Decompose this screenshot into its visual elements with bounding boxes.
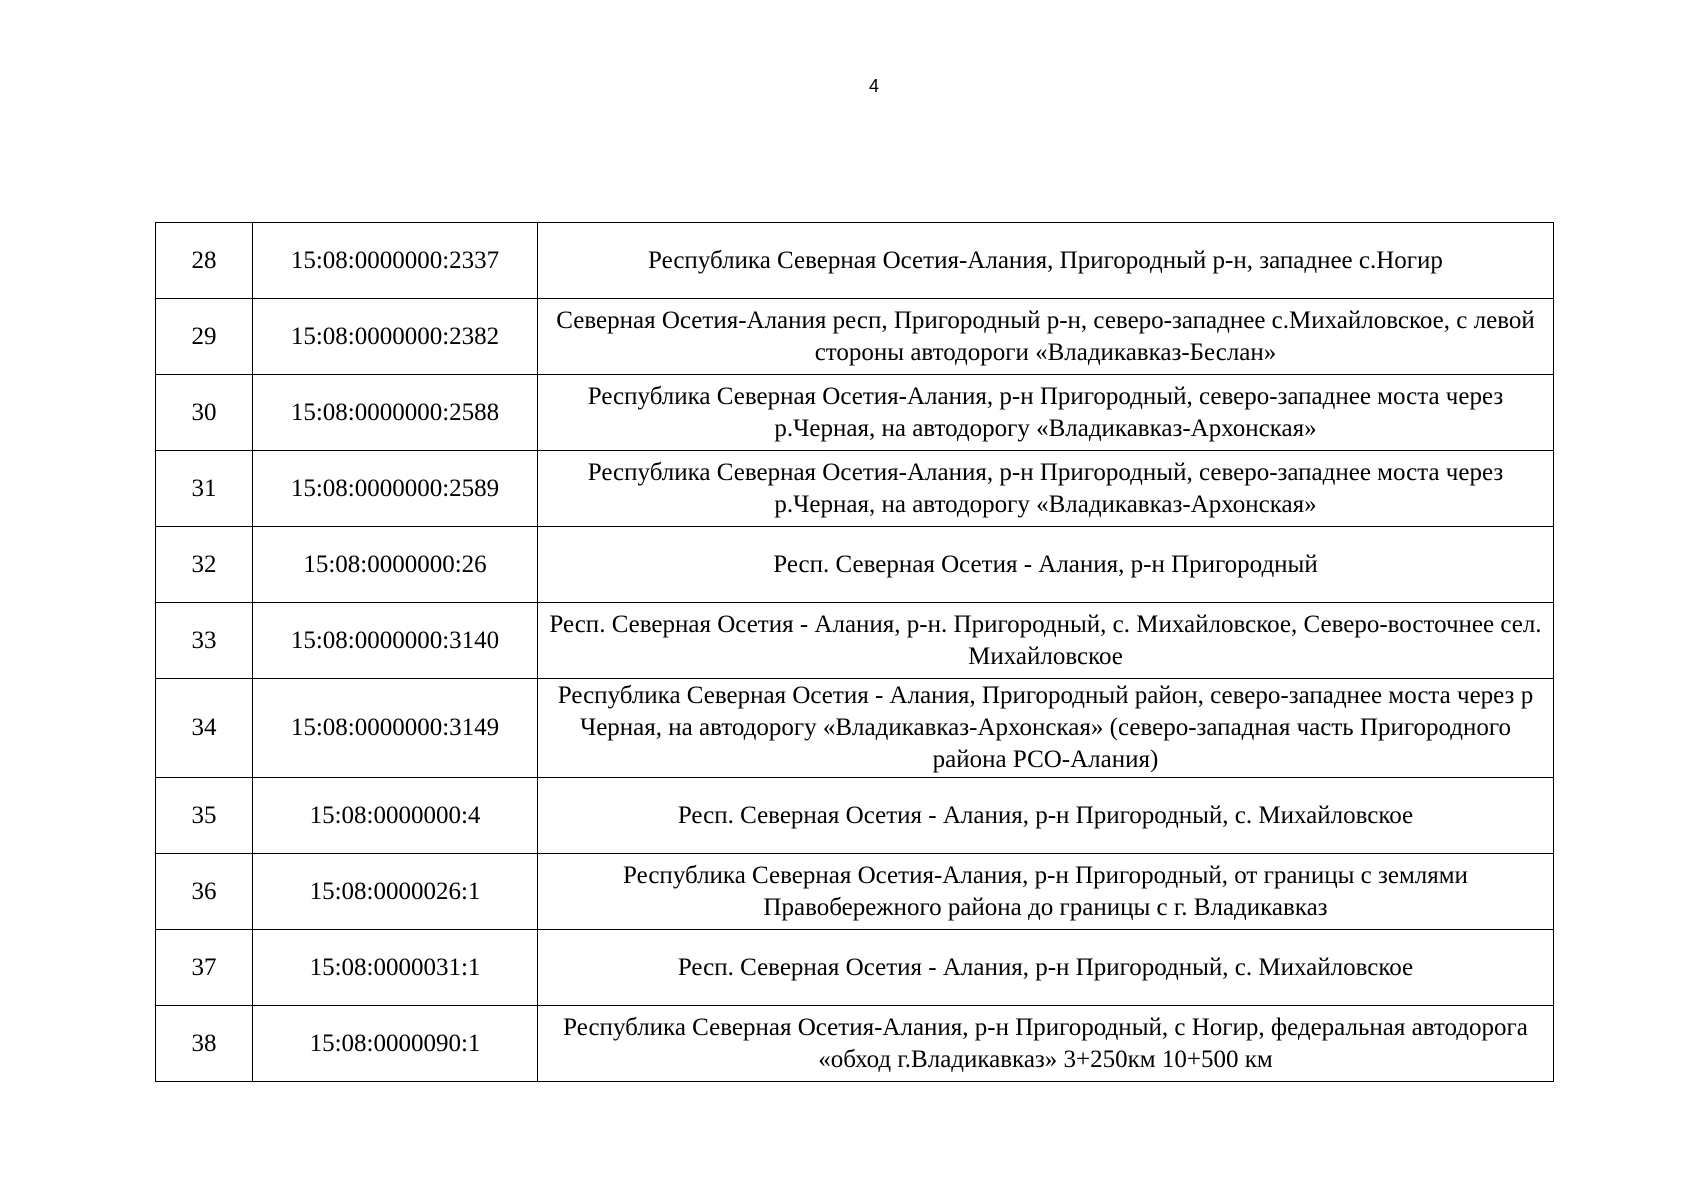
cadastral-number: 15:08:0000000:4 (253, 778, 538, 854)
row-number: 28 (156, 223, 253, 299)
row-number: 37 (156, 930, 253, 1006)
cadastral-number: 15:08:0000090:1 (253, 1006, 538, 1082)
parcel-address: Республика Северная Осетия-Алания, Пригородный р-н, западнее с.Ногир (538, 223, 1554, 299)
row-number: 30 (156, 375, 253, 451)
parcel-address: Респ. Северная Осетия - Алания, р-н Пригородный, с. Михайловское (538, 778, 1554, 854)
row-number: 31 (156, 451, 253, 527)
row-number: 32 (156, 527, 253, 603)
table-row (156, 527, 1554, 603)
row-number: 38 (156, 1006, 253, 1082)
parcel-address: Респ. Северная Осетия - Алания, р-н Пригородный (538, 527, 1554, 603)
cadastral-number: 15:08:0000000:2382 (253, 299, 538, 375)
cadastral-number: 15:08:0000026:1 (253, 854, 538, 930)
table-row (156, 603, 1554, 679)
table-row (156, 451, 1554, 527)
table-row (156, 930, 1554, 1006)
cadastral-number: 15:08:0000000:3149 (253, 679, 538, 778)
land-parcels-table (155, 222, 1554, 1082)
cadastral-number: 15:08:0000000:3140 (253, 603, 538, 679)
cadastral-number: 15:08:0000000:2337 (253, 223, 538, 299)
page-number: 4 (868, 76, 879, 96)
parcel-address: Респ. Северная Осетия - Алания, р-н Пригородный, с. Михайловское (538, 930, 1554, 1006)
table-row (156, 854, 1554, 930)
table-row (156, 299, 1554, 375)
table-row (156, 223, 1554, 299)
parcel-address: Северная Осетия-Алания респ, Пригородный р-н, северо-западнее с.Михайловское, с левой стороны автодороги «Владикавказ-Беслан» (538, 299, 1554, 375)
row-number: 33 (156, 603, 253, 679)
cadastral-number: 15:08:0000000:2589 (253, 451, 538, 527)
table-row (156, 1006, 1554, 1082)
parcel-address: Республика Северная Осетия-Алания, р-н Пригородный, северо-западнее моста через р.Черная, на автодорогу «Владикавказ-Архонская» (538, 375, 1554, 451)
parcel-address: Республика Северная Осетия-Алания, р-н Пригородный, от границы с землями Правобережного района до границы с г. Владикавказ (538, 854, 1554, 930)
parcel-address: Республика Северная Осетия - Алания, Пригородный район, северо-западнее моста через р Черная, на автодорогу «Владикавказ-Архонская» (северо-западная часть Пригородного района РСО-Алания) (538, 679, 1554, 778)
table-row (156, 375, 1554, 451)
cadastral-number: 15:08:0000031:1 (253, 930, 538, 1006)
cadastral-number: 15:08:0000000:2588 (253, 375, 538, 451)
parcel-address: Республика Северная Осетия-Алания, р-н Пригородный, с Ногир, федеральная автодорога «обход г.Владикавказ» 3+250км 10+500 км (538, 1006, 1554, 1082)
row-number: 29 (156, 299, 253, 375)
row-number: 34 (156, 679, 253, 778)
table-row (156, 778, 1554, 854)
row-number: 36 (156, 854, 253, 930)
row-number: 35 (156, 778, 253, 854)
cadastral-number: 15:08:0000000:26 (253, 527, 538, 603)
parcel-address: Респ. Северная Осетия - Алания, р-н. Пригородный, с. Михайловское, Северо-восточнее сел. Михайловское (538, 603, 1554, 679)
parcel-address: Республика Северная Осетия-Алания, р-н Пригородный, северо-западнее моста через р.Черная, на автодорогу «Владикавказ-Архонская» (538, 451, 1554, 527)
table-row (156, 679, 1554, 778)
